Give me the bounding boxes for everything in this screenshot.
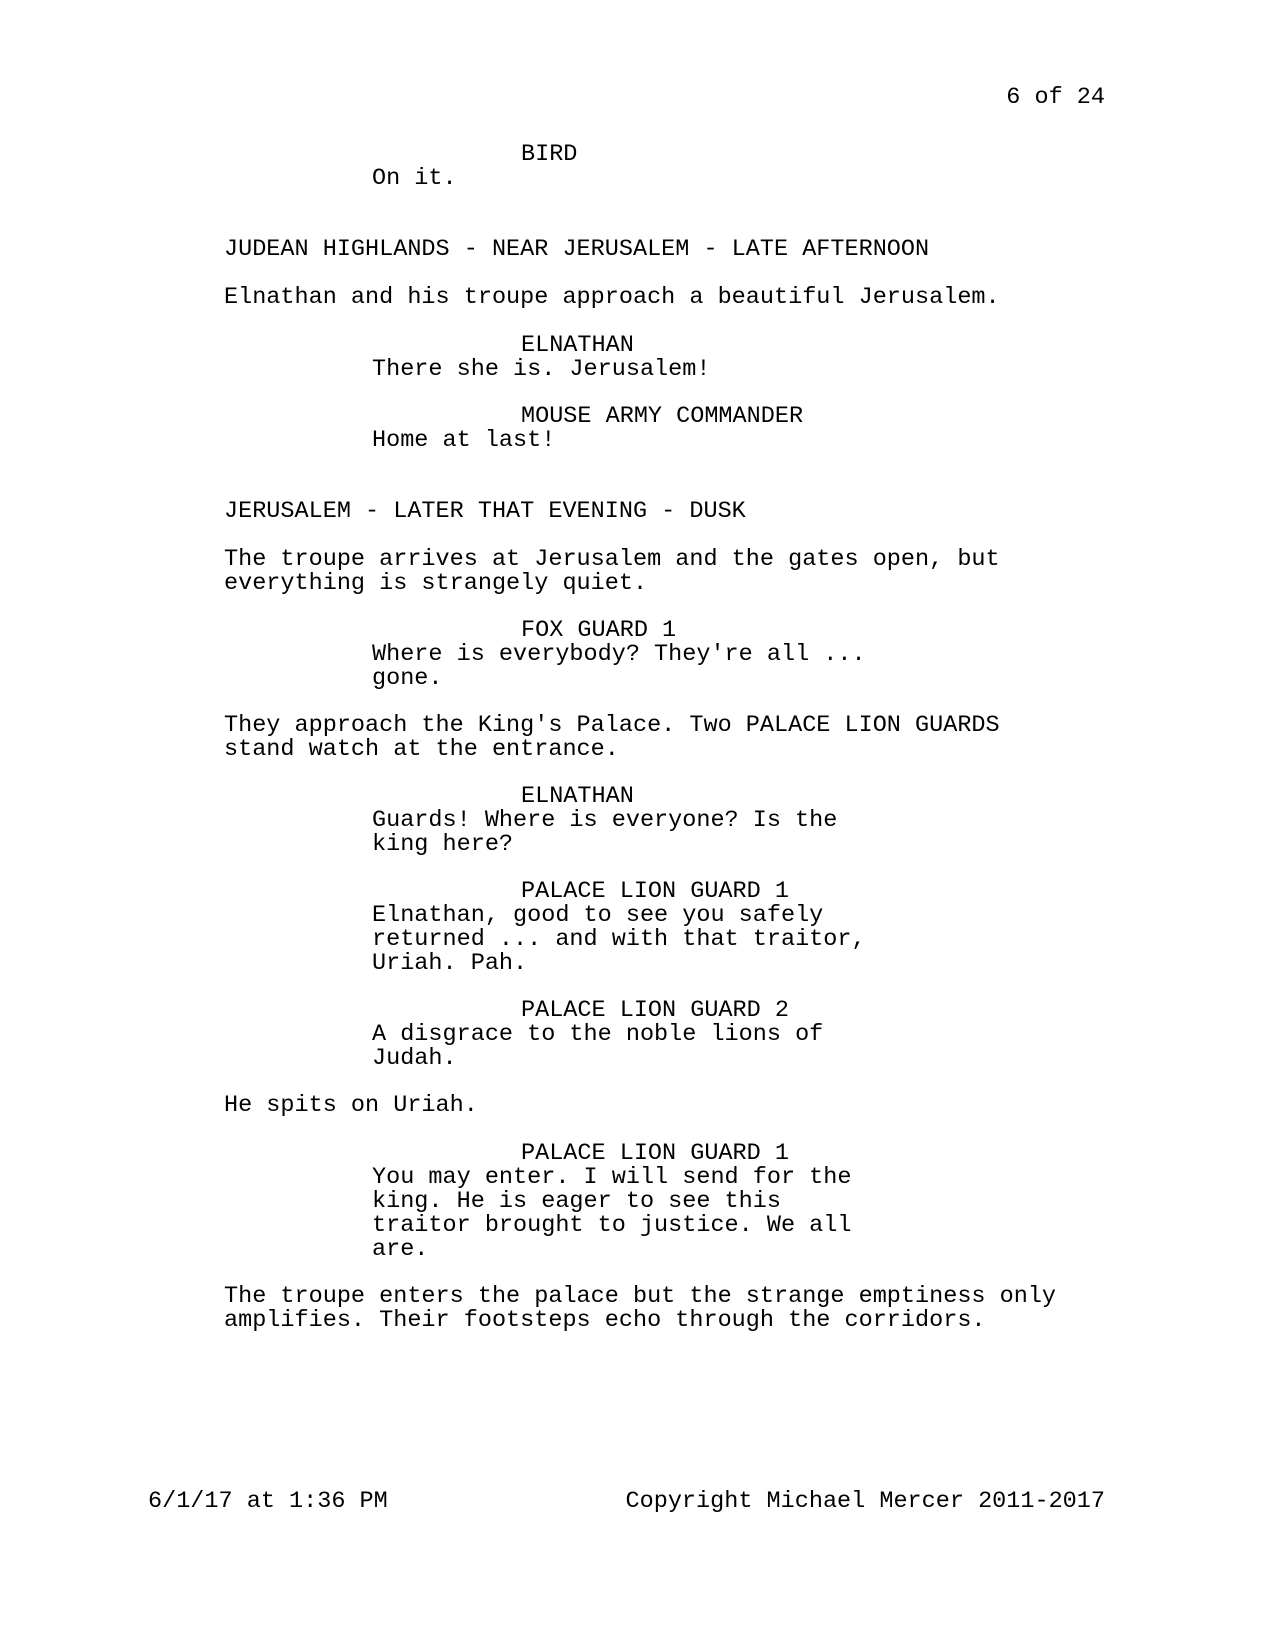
- dialogue-line: A disgrace to the noble lions of: [372, 1021, 824, 1048]
- action-line: Elnathan and his troupe approach a beautiful Jerusalem.: [224, 284, 1000, 311]
- dialogue-line: You may enter. I will send for the: [372, 1164, 852, 1191]
- scene-heading: JERUSALEM - LATER THAT EVENING - DUSK: [224, 498, 746, 525]
- scene-heading: JUDEAN HIGHLANDS - NEAR JERUSALEM - LATE AFTERNOON: [224, 236, 930, 263]
- dialogue-line: Elnathan, good to see you safely: [372, 902, 824, 929]
- dialogue-line: On it.: [372, 165, 457, 192]
- dialogue-line: gone.: [372, 665, 443, 692]
- dialogue-line: Where is everybody? They're all ...: [372, 641, 866, 668]
- dialogue-line: king here?: [372, 831, 514, 858]
- dialogue-line: Judah.: [372, 1045, 457, 1072]
- dialogue-line: Guards! Where is everyone? Is the: [372, 807, 838, 834]
- dialogue-line: Home at last!: [372, 427, 556, 454]
- dialogue-line: There she is. Jerusalem!: [372, 356, 711, 383]
- action-line: The troupe enters the palace but the strange emptiness only: [224, 1283, 1057, 1310]
- page-number: 6 of 24: [1006, 84, 1105, 111]
- character-cue: ELNATHAN: [521, 783, 634, 810]
- dialogue-line: Uriah. Pah.: [372, 950, 528, 977]
- character-cue: BIRD: [521, 141, 578, 168]
- dialogue-line: are.: [372, 1236, 429, 1263]
- footer-copyright: Copyright Michael Mercer 2011-2017: [625, 1488, 1105, 1515]
- character-cue: PALACE LION GUARD 1: [521, 1140, 789, 1167]
- dialogue-line: king. He is eager to see this: [372, 1188, 781, 1215]
- action-line: They approach the King's Palace. Two PALACE LION GUARDS: [224, 712, 1000, 739]
- character-cue: ELNATHAN: [521, 332, 634, 359]
- dialogue-line: traitor brought to justice. We all: [372, 1212, 852, 1239]
- character-cue: MOUSE ARMY COMMANDER: [521, 403, 804, 430]
- action-line: The troupe arrives at Jerusalem and the gates open, but: [224, 546, 1000, 573]
- character-cue: FOX GUARD 1: [521, 617, 677, 644]
- character-cue: PALACE LION GUARD 1: [521, 878, 789, 905]
- character-cue: PALACE LION GUARD 2: [521, 997, 789, 1024]
- action-line: amplifies. Their footsteps echo through the corridors.: [224, 1307, 986, 1334]
- action-line: He spits on Uriah.: [224, 1092, 478, 1119]
- dialogue-line: returned ... and with that traitor,: [372, 926, 866, 953]
- action-line: stand watch at the entrance.: [224, 736, 619, 763]
- footer-timestamp: 6/1/17 at 1:36 PM: [148, 1488, 388, 1515]
- action-line: everything is strangely quiet.: [224, 570, 648, 597]
